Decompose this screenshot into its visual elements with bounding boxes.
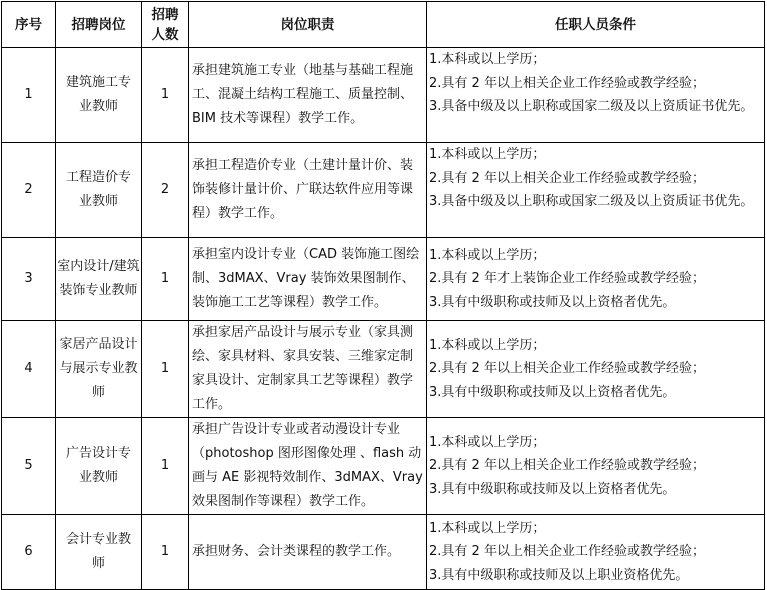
header-index: 序号	[2, 2, 56, 48]
requirement-line: 2.具有 2 年以上相关企业工作经验或教学经验；	[429, 544, 705, 560]
row-index: 3	[2, 238, 56, 321]
row-duties: 承担家居产品设计与展示专业（家具测绘、家具材料、家具安装、三维家定制家具设计、定制家具工艺等课程）教学工作。	[189, 321, 427, 418]
requirement-line: 2.具有 2 年以上相关企业工作经验或教学经验；	[429, 458, 705, 474]
header-count-line1: 招聘	[151, 6, 179, 23]
row-count: 1	[142, 418, 189, 515]
row-requirements	[427, 48, 765, 143]
requirement-line: 1.本科或以上学历；	[429, 247, 546, 263]
requirement-line: 3.具有中级职称或技师及以上职业资格优先。	[429, 567, 689, 583]
requirement-line: 2.具有 2 年以上相关企业工作经验或教学经验；	[429, 170, 705, 186]
requirement-line: 1.本科或以上学历；	[429, 434, 546, 450]
row-requirements	[427, 143, 765, 238]
row-count: 1	[142, 48, 189, 143]
table-row	[2, 48, 765, 143]
header-count	[142, 2, 189, 48]
requirement-line: 2.具有 2 年以上相关企业工作经验或教学经验；	[429, 75, 705, 91]
table-row	[2, 321, 765, 418]
header-count-line2: 人数	[151, 26, 179, 43]
row-position: 广告设计专业教师	[56, 418, 142, 515]
row-duties: 承担工程造价专业（土建计量计价、装饰装修计量计价、广联达软件应用等课程）教学工作。	[189, 143, 427, 238]
table-row	[2, 238, 765, 321]
row-duties: 承担建筑施工专业（地基与基础工程施工、混凝土结构工程施工、质量控制、BIM 技术等课程）教学工作。	[189, 48, 427, 143]
row-duties: 承担广告设计专业或者动漫设计专业（photoshop 图形图像处理 、flash 动画与 AE 影视特效制作、3dMAX、Vray 效果图制作等课程）教学工作。	[189, 418, 427, 515]
header-duties: 岗位职责	[189, 2, 427, 48]
requirement-line: 2.具有 2 年以上相关企业工作经验或教学经验；	[429, 361, 705, 377]
row-position: 建筑施工专业教师	[56, 48, 142, 143]
row-duties: 承担财务、会计类课程的教学工作。	[189, 515, 427, 590]
row-count: 1	[142, 515, 189, 590]
row-position: 室内设计/建筑装饰专业教师	[56, 238, 142, 321]
row-index: 5	[2, 418, 56, 515]
requirement-line: 3.具有中级职称或技师及以上资格者优先。	[429, 481, 676, 497]
row-requirements	[427, 418, 765, 515]
row-index: 6	[2, 515, 56, 590]
recruitment-table-container	[1, 1, 765, 590]
requirement-line: 1.本科或以上学历；	[429, 52, 546, 67]
table-row	[2, 143, 765, 238]
row-index: 4	[2, 321, 56, 418]
header-row	[2, 2, 765, 48]
row-position: 会计专业教师	[56, 515, 142, 590]
requirement-line: 1.本科或以上学历；	[429, 147, 546, 162]
row-duties: 承担室内设计专业（CAD 装饰施工图绘制、3dMAX、Vray 装饰效果图制作、装饰施工工艺等课程）教学工作。	[189, 238, 427, 321]
requirement-line: 3.具备中级及以上职称或国家二级及以上资质证书优先。	[429, 99, 754, 114]
row-requirements	[427, 515, 765, 590]
row-position: 工程造价专业教师	[56, 143, 142, 238]
row-count: 1	[142, 238, 189, 321]
requirement-line: 1.本科或以上学历；	[429, 337, 546, 353]
header-position: 招聘岗位	[56, 2, 142, 48]
requirement-line: 3.具有中级职称或技师及以上资格者优先。	[429, 384, 676, 400]
recruitment-table	[1, 1, 765, 590]
row-position: 家居产品设计与展示专业教师	[56, 321, 142, 418]
requirement-line: 2.具有 2 年才上装饰企业工作经验或教学经验；	[429, 271, 705, 287]
header-requirements: 任职人员条件	[427, 2, 765, 48]
table-row	[2, 515, 765, 590]
requirement-line: 3.具有中级职称或技师及以上资格者优先。	[429, 294, 676, 310]
row-index: 1	[2, 48, 56, 143]
row-requirements	[427, 321, 765, 418]
row-requirements	[427, 238, 765, 321]
requirement-line: 1.本科或以上学历；	[429, 520, 546, 536]
table-row	[2, 418, 765, 515]
row-index: 2	[2, 143, 56, 238]
row-count: 1	[142, 321, 189, 418]
requirement-line: 3.具备中级及以上职称或国家二级及以上资质证书优先。	[429, 194, 754, 209]
row-count: 2	[142, 143, 189, 238]
